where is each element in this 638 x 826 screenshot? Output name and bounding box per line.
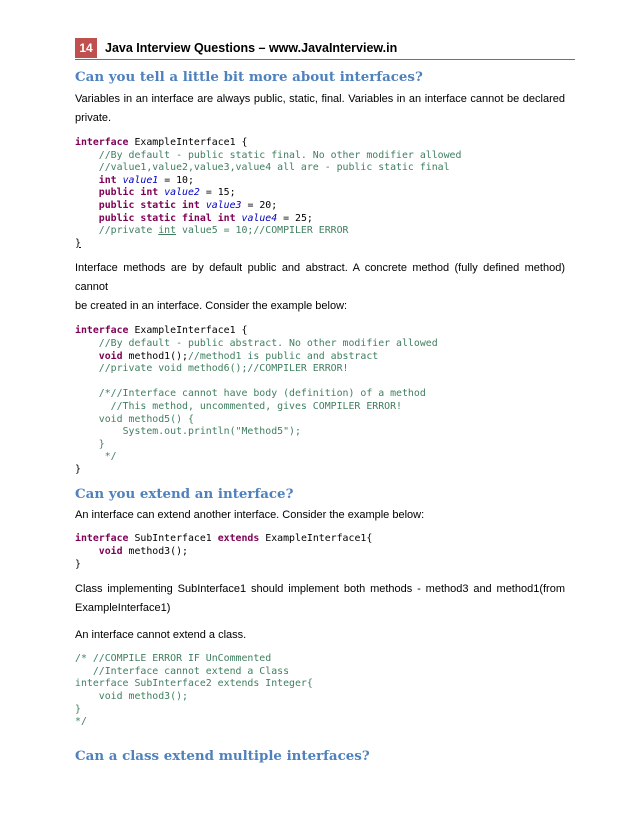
paragraph-line: Class implementing SubInterface1 should implement both methods - method3 and method1(from [75,583,565,596]
paragraph-line: be created in an interface. Consider the example below: [75,300,348,313]
page-header [75,38,575,58]
code-line: */ [104,451,117,463]
code-line: } [75,463,81,475]
code-line: //This method, uncommented, gives COMPILER ERROR! [110,400,402,412]
code-line: //Interface cannot extend a Class [92,665,290,677]
code-block-extend-class-error [75,653,565,729]
code-line: /* //COMPILE ERROR IF UnCommented [75,653,272,665]
code-line: void method3(); [98,546,188,558]
code-line: } [75,558,81,570]
code-line: //By default - public abstract. No other modifier allowed [98,337,438,349]
code-line: } [98,438,105,450]
code-line: void method1();//method1 is public and abstract [98,350,379,362]
paragraph-interface-methods [75,259,565,316]
code-line: public static int value3 = 20; [98,199,278,211]
code-line: /*//Interface cannot have body (definition) of a method [98,388,426,400]
paragraph-cannot-extend-class: An interface cannot extend a class. [75,629,247,642]
code-line: interface SubInterface2 extends Integer{ [75,678,313,690]
code-line: } [75,237,81,249]
code-block-interface-methods [75,325,565,476]
code-keyword: interface [75,137,129,148]
code-line: public static final int value4 = 25; [98,212,313,224]
header-title: Java Interview Questions – www.JavaInterview.in [105,41,398,55]
code-line: //private void method6();//COMPILER ERROR! [98,363,349,375]
code-line: void method3(); [98,691,188,703]
code-line: //private int value5 = 10;//COMPILER ERROR [98,225,349,237]
code-line: public int value2 = 15; [98,187,236,199]
paragraph-implementing-class [75,580,565,618]
code-line: //value1,value2,value3,value4 all are - public static final [98,162,450,174]
paragraph-line: Variables in an interface are always public, static, final. Variables in an interface cannot be declared [75,93,565,105]
code-line: int value1 = 10; [98,174,194,186]
code-line: } [75,703,81,715]
paragraph-line: ExampleInterface1) [75,602,171,615]
page-content [75,68,565,769]
code-line: */ [75,716,87,728]
header-divider [75,59,575,60]
code-line: interface ExampleInterface1 { [75,137,248,148]
paragraph-line: Interface methods are by default public and abstract. A concrete method (fully defined method) cannot [75,262,565,294]
heading-extend-interface: Can you extend an interface? [75,486,294,503]
code-line: interface SubInterface1 extends ExampleInterface1{ [75,533,373,545]
code-line: System.out.println("Method5"); [122,426,301,438]
code-line: void method5() { [98,413,194,425]
code-line: interface ExampleInterface1 { [75,325,248,337]
paragraph-line: private. [75,112,112,124]
code-block-interface-variables [75,137,565,250]
paragraph-extend-interface: An interface can extend another interface. Consider the example below: [75,509,425,522]
code-line: //By default - public static final. No other modifier allowed [98,149,462,161]
code-block-subinterface [75,533,565,571]
heading-multiple-interfaces: Can a class extend multiple interfaces? [75,747,370,764]
paragraph-interface-variables [75,90,565,128]
page-number-badge: 14 [75,38,97,58]
heading-interfaces: Can you tell a little bit more about interfaces? [75,69,423,85]
